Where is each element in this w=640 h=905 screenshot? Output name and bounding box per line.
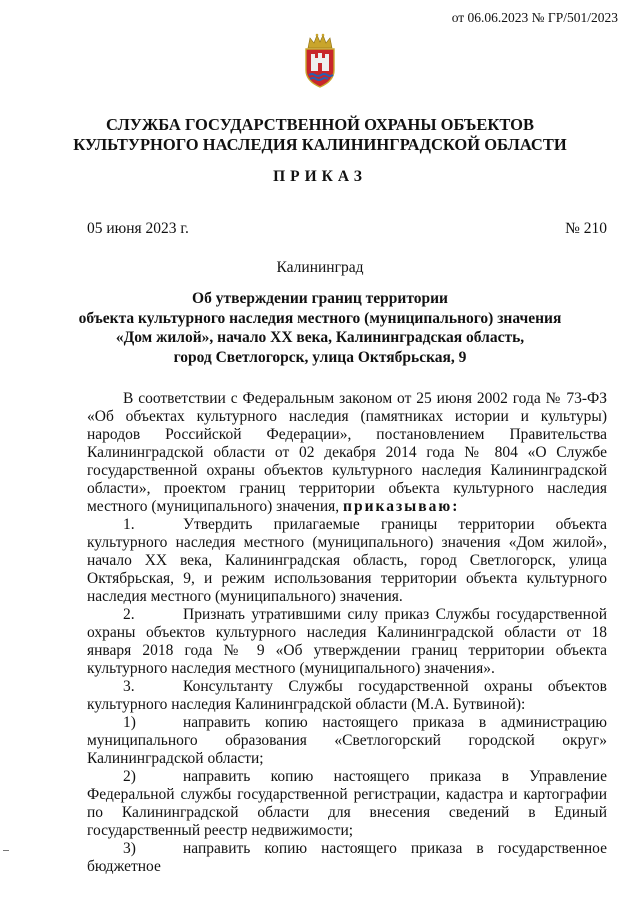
- list-subitem: 1) направить копию настоящего приказа в администрацию муниципального образования «Светлогорский городской округ» Калининградской области;: [87, 714, 607, 767]
- document-type-title: ПРИКАЗ: [273, 168, 367, 185]
- order-city: Калининград: [276, 259, 364, 276]
- order-word: приказываю:: [343, 498, 460, 515]
- order-date: 05 июня 2023 г.: [87, 220, 189, 237]
- order-subject: Об утверждении границ территории объекта культурного наследия местного (муниципального) значения «Дом жилой», начало XX века, Калининградская область, город Светлогорск, улица Октябрьская, 9: [78, 290, 562, 366]
- agency-name: СЛУЖБА ГОСУДАРСТВЕННОЙ ОХРАНЫ ОБЪЕКТОВ КУЛЬТУРНОГО НАСЛЕДИЯ КАЛИНИНГРАДСКОЙ ОБЛАСТИ: [73, 115, 567, 154]
- list-subitem: 2) направить копию настоящего приказа в Управление Федеральной службы государственной регистрации, кадастра и картографии по Калининградской области для внесения сведений в Единый государственный реестр недвижимости;: [87, 768, 607, 839]
- preamble-paragraph: В соответствии с Федеральным законом от 25 июня 2002 года № 73-ФЗ «Об объектах культурного наследия (памятниках истории и культуры) народов Российской Федерации», постановлением Правительства Калининградской области от 02 декабря 2014 года № 804 «О Службе государственной охраны объектов культурного наследия Калининградской области», проектом границ территории объекта культурного наследия местного (муниципального) значения, приказываю:: [87, 390, 607, 515]
- coat-of-arms-icon: [303, 32, 337, 88]
- order-number: № 210: [565, 220, 607, 237]
- scan-edge-mark: [3, 850, 9, 857]
- list-item: 3. Консультанту Службы государственной охраны объектов культурного наследия Калининградской области (М.А. Бутвиной):: [87, 678, 607, 713]
- order-body: [87, 390, 607, 876]
- registration-reference: от 06.06.2023 № ГР/501/2023: [451, 10, 618, 25]
- list-subitem: 3) направить копию настоящего приказа в государственное бюджетное: [87, 840, 607, 875]
- list-item: 1. Утвердить прилагаемые границы территории объекта культурного наследия местного (муниципального) значения «Дом жилой», начало XX века, Калининградская область, город Светлогорск, улица Октябрьская, 9, и режим использования территории объекта культурного наследия местного (муниципального) значения.: [87, 516, 607, 605]
- list-item: 2. Признать утратившими силу приказ Службы государственной охраны объектов культурного наследия Калининградской области от 18 января 2018 года № 9 «Об утверждении границ территории объекта культурного наследия местного (муниципального) значения».: [87, 606, 607, 677]
